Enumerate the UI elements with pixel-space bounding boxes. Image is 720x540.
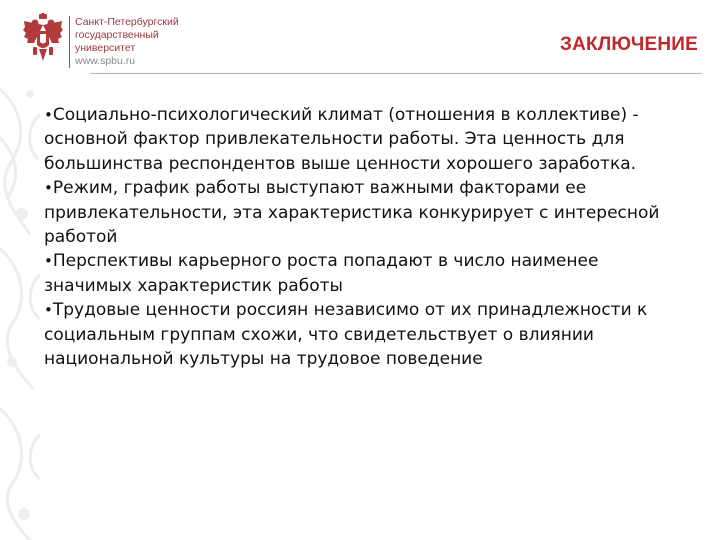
bullet-marker: • (44, 179, 53, 198)
bullet-item (44, 176, 684, 249)
logo-divider (69, 16, 70, 68)
bullet-marker: • (44, 106, 53, 124)
university-name-line: университет (75, 42, 136, 54)
bullet-text: Трудовые ценности россиян независимо от их принадлежности к социальным группам схожи, что свидетельствует о влиянии национальной культуры на трудовое поведение (44, 300, 648, 370)
bullet-item (44, 249, 684, 298)
bullet-marker: • (44, 301, 53, 320)
bullet-item (44, 103, 684, 176)
bullet-item (44, 298, 684, 371)
decorative-ornament (0, 74, 44, 540)
slide-title: ЗАКЛЮЧЕНИЕ (560, 34, 698, 55)
bullet-text: Перспективы карьерного роста попадают в число наименее значимых характеристик работы (44, 251, 599, 296)
spbu-eagle-icon (22, 13, 64, 67)
university-name-line: Санкт-Петербургский (75, 16, 179, 28)
header-divider (90, 73, 702, 74)
bullet-marker: • (44, 252, 53, 271)
university-name-line: государственный (75, 29, 159, 41)
university-name (75, 16, 179, 68)
university-website: www.spbu.ru (75, 55, 136, 67)
bullet-text: Социально-психологический климат (отношения в коллективе) - основной фактор привлекательности работы. Эта ценность для большинства респондентов выше ценности хорошего заработка. (44, 105, 639, 174)
slide-content (44, 103, 684, 371)
bullet-text: Режим, график работы выступают важными факторами ее привлекательности, эта характеристика конкурирует с интересной работой (44, 178, 660, 248)
